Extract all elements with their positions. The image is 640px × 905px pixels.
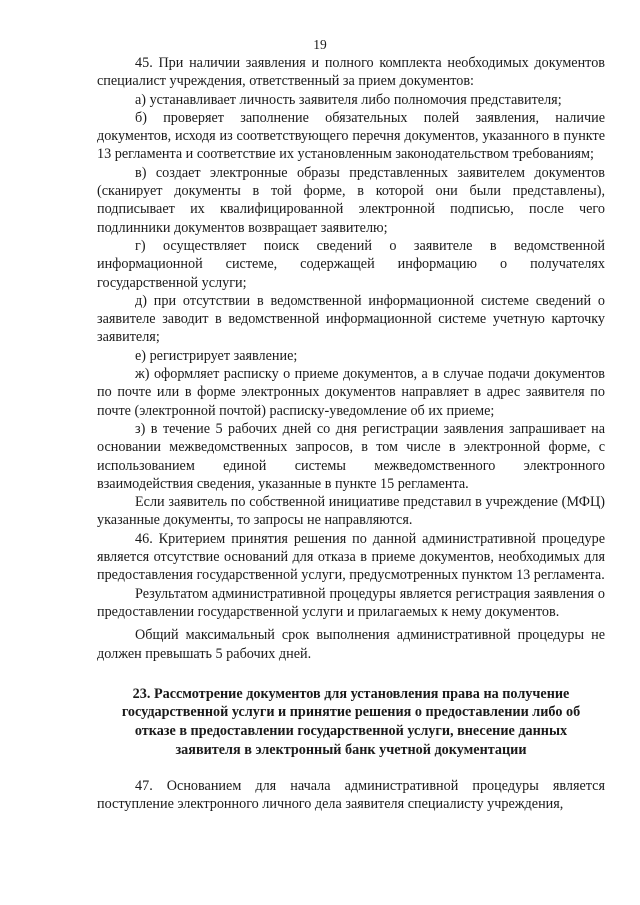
paragraph-45-v: в) создает электронные образы представленных заявителем документов (сканирует документы в той форме, в которой они были представлены), подписывает их квалифицированной электронной подписью, после чего подлинники документов возвращает заявителю; [97,164,605,236]
paragraph-45-a: а) устанавливает личность заявителя либо полномочия представителя; [135,91,562,108]
paragraph-45-intro: 45. При наличии заявления и полного комплекта необходимых документов специалист учреждения, ответственный за прием документов: [97,55,605,90]
paragraph-45-e: е) регистрирует заявление; [135,347,298,364]
paragraph-45-z: з) в течение 5 рабочих дней со дня регистрации заявления запрашивает на основании межведомственных запросов, в том числе в электронной форме, с использованием единой системы межведомственного электронного взаимодействия сведения, указанные в пункте 15 регламента. [97,420,605,492]
paragraph-45-g: г) осуществляет поиск сведений о заявителе в ведомственной информационной системе, содержащей информацию о получателях государственной услуги; [97,237,605,291]
paragraph-time-limit: Общий максимальный срок выполнения административной процедуры не должен превышать 5 рабочих дней. [97,627,605,662]
paragraph-result: Результатом административной процедуры является регистрация заявления о предоставлении государственной услуги и прилагаемых к нему документов. [97,585,605,620]
section-heading-23 [97,685,605,759]
section-heading-line: заявителя в электронный банк учетной документации [175,741,527,758]
section-heading-line: отказе в предоставлении государственной услуги, внесение данных [134,722,568,739]
paragraph-45-zh: ж) оформляет расписку о приеме документов, а в случае подачи документов по почте или в форме электронных документов направляет в адрес заявителя по почте (электронной почтой) расписку-уведомление об их приеме; [97,366,605,419]
paragraph-own-initiative: Если заявитель по собственной инициативе представил в учреждение (МФЦ) указанные документы, то запросы не направляются. [97,494,605,529]
section-heading-line: государственной услуги и принятие решения о предоставлении либо об [121,704,581,721]
paragraph-45-d: д) при отсутствии в ведомственной информационной системе сведений о заявителе заводит в ведомственной информационной системе учетную карточку заявителя; [97,292,605,346]
paragraph-45-b: б) проверяет заполнение обязательных полей заявления, наличие документов, исходя из соответствующего перечня документов, указанного в пункте 13 регламента и соответствие их установленным законодательством требованиям; [97,109,605,163]
document-body [97,54,605,814]
paragraph-46: 46. Критерием принятия решения по данной административной процедуре является отсутствие оснований для отказа в приеме документов, необходимых для предоставления государственной услуги, предусмотренных пунктом 13 регламента. [97,530,605,584]
section-heading-line: 23. Рассмотрение документов для установления права на получение [132,685,570,702]
paragraph-47: 47. Основанием для начала административной процедуры является поступление электронного личного дела заявителя специалисту учреждения, [97,778,605,813]
page-number: 19 [313,37,327,52]
